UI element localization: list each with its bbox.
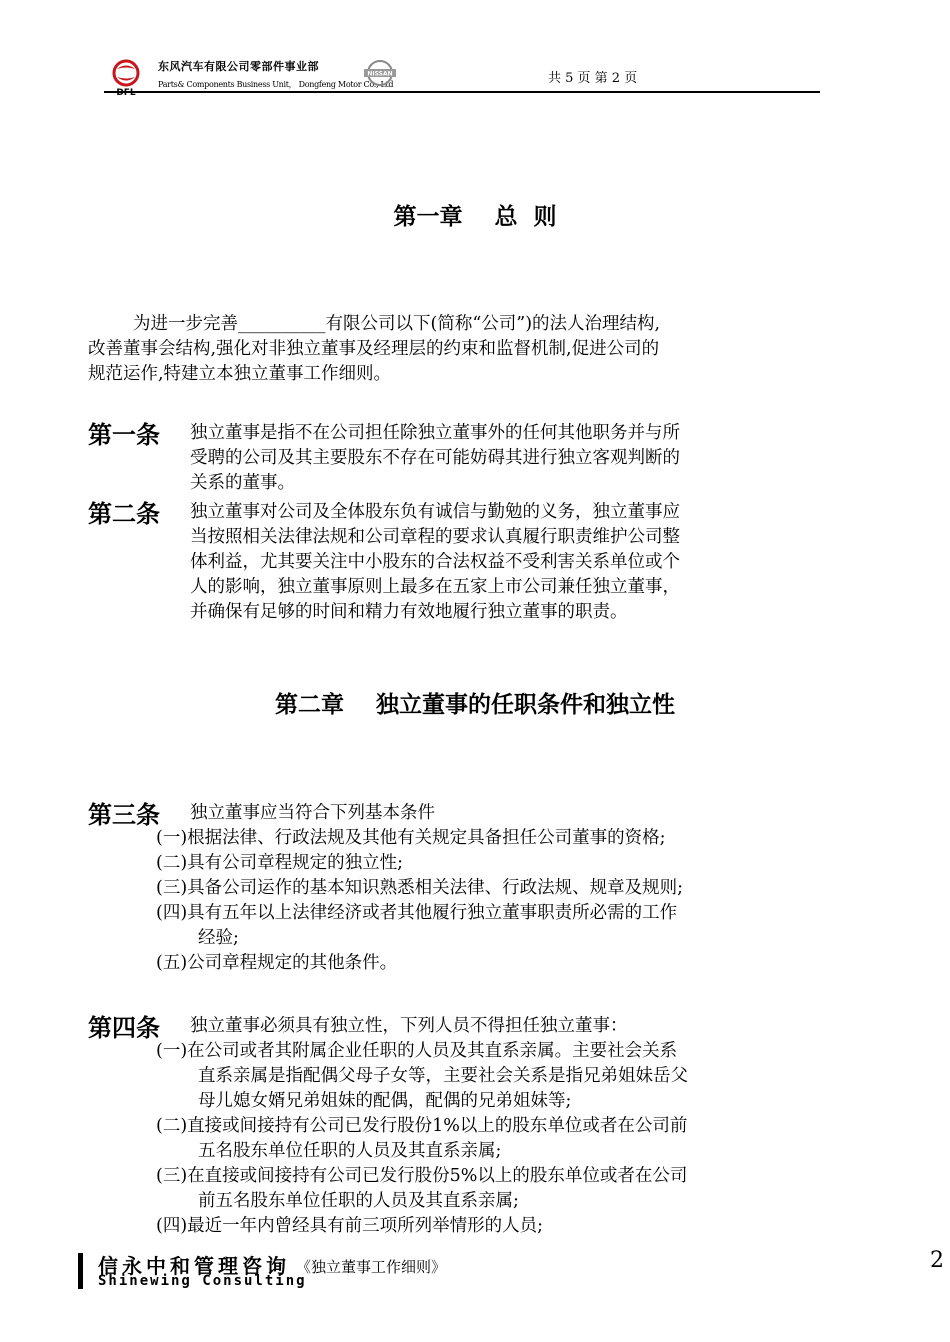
footer-doc-title: 《独立董事工作细则》: [296, 1258, 447, 1276]
header-company-en: Parts& Components Business Unit， Dongfeng Motor Co., Ltd: [158, 80, 394, 89]
article-1-line: 受聘的公司及其主要股东不存在可能妨碍其进行独立客观判断的: [190, 448, 680, 468]
chapter-1-title: 第一章 总 则: [393, 203, 557, 230]
article-4-item-cont: 前五名股东单位任职的人员及其直系亲属;: [198, 1191, 519, 1211]
header-company-cn: 东风汽车有限公司零部件事业部: [158, 60, 319, 73]
article-3-item-cont: 经验;: [198, 928, 239, 948]
article-4-item-cont: 直系亲属是指配偶父母子女等，主要社会关系是指兄弟姐妹岳父: [198, 1066, 688, 1086]
nissan-logo-text: NISSAN: [367, 70, 393, 78]
chapter-2-title: 第二章 独立董事的任职条件和独立性: [274, 691, 676, 718]
article-3-item: (二)具有公司章程规定的独立性;: [156, 853, 404, 873]
article-3-item: (三)具备公司运作的基本知识熟悉相关法律、行政法规、规章及规则;: [156, 878, 684, 898]
article-4-item: (三)在直接或间接持有公司已发行股份5%以上的股东单位或者在公司: [156, 1166, 688, 1186]
dongfeng-logo-text: DFL: [116, 88, 136, 96]
header-page-info: 共 5 页 第 2 页: [548, 71, 638, 86]
article-2-line: 当按照相关法律法规和公司章程的要求认真履行职责维护公司整: [190, 527, 680, 547]
article-3-item: (五)公司章程规定的其他条件。: [156, 953, 398, 973]
article-3-intro: 独立董事应当符合下列基本条件: [190, 803, 435, 823]
article-4-item: (四)最近一年内曾经具有前三项所列举情形的人员;: [156, 1216, 544, 1236]
article-1-line: 独立董事是指不在公司担任除独立董事外的任何其他职务并与所: [190, 423, 680, 443]
footer-brand-en: Shinewing Consulting: [98, 1273, 307, 1289]
article-4-item: (一)在公司或者其附属企业任职的人员及其直系亲属。主要社会关系: [156, 1041, 678, 1061]
article-4-intro: 独立董事必须具有独立性，下列人员不得担任独立董事：: [190, 1016, 628, 1036]
article-2-line: 人的影响，独立董事原则上最多在五家上市公司兼任独立董事，: [190, 577, 680, 597]
article-4-item-cont: 五名股东单位任职的人员及其直系亲属;: [198, 1141, 502, 1161]
article-4-item-cont: 母儿媳女婿兄弟姐妹的配偶，配偶的兄弟姐妹等;: [198, 1091, 572, 1111]
footer-brand-cn: 信永中和管理咨询: [98, 1254, 290, 1278]
article-3-item: (一)根据法律、行政法规及其他有关规定具备担任公司董事的资格;: [156, 828, 666, 848]
article-2-line: 并确保有足够的时间和精力有效地履行独立董事的职责。: [190, 602, 628, 622]
intro-line: 规范运作,特建立本独立董事工作细则。: [88, 364, 392, 384]
intro-line: 改善董事会结构,强化对非独立董事及经理层的约束和监督机制,促进公司的: [88, 339, 660, 359]
article-1-label: 第一条: [88, 421, 160, 449]
header-divider: [104, 91, 820, 93]
article-1-line: 关系的董事。: [190, 473, 295, 493]
article-2-line: 体利益，尤其要关注中小股东的合法权益不受利害关系单位或个: [190, 552, 680, 572]
footer-brand-bar: [78, 1253, 83, 1289]
article-4-label: 第四条: [88, 1014, 160, 1042]
intro-line: 为进一步完善__________有限公司以下(简称“公司”)的法人治理结构,: [133, 314, 661, 334]
article-2-label: 第二条: [88, 500, 160, 528]
nissan-logo: [362, 58, 398, 88]
article-3-item: (四)具有五年以上法律经济或者其他履行独立董事职责所必需的工作: [156, 903, 678, 923]
article-2-line: 独立董事对公司及全体股东负有诚信与勤勉的义务，独立董事应: [190, 502, 680, 522]
footer-page-number: 2: [930, 1248, 944, 1273]
article-3-label: 第三条: [88, 801, 160, 829]
article-4-item: (二)直接或间接持有公司已发行股份1%以上的股东单位或者在公司前: [156, 1116, 688, 1136]
